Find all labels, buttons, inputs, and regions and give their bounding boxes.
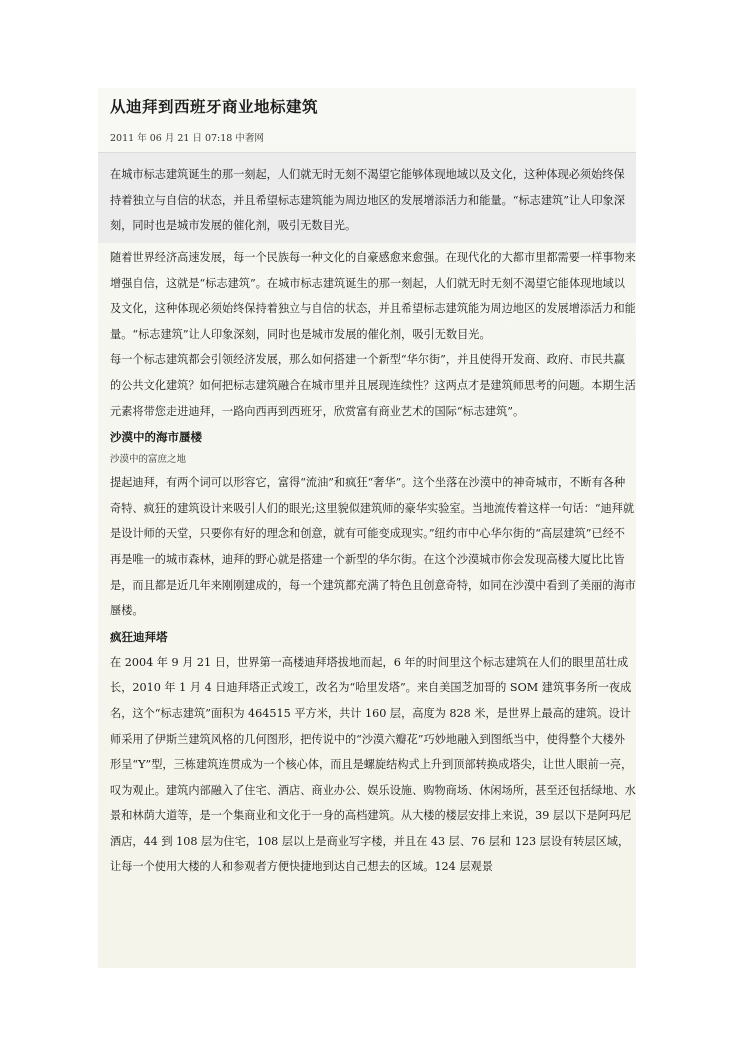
paragraph-dubai: 提起迪拜，有两个词可以形容它，富得“流油”和疯狂“奢华”。这个坐落在沙漠中的神奇城市，不断有各种奇特、疯狂的建筑设计来吸引人们的眼光;这里貌似建筑师的豪华实验室。当地流传着这样一句话：“迪拜就是设计师的天堂，只要你有好的理念和创意，就有可能变成现实。”纽约市中心华尔街的“高层建筑”已经不再是唯一的城市森林，迪拜的野心就是搭建一个新型的华尔街。在这个沙漠城市你会发现高楼大厦比比皆是，而且都是近几年来刚刚建成的，每一个建筑都充满了特色且创意奇特，如同在沙漠中看到了美丽的海市蜃楼。: [110, 476, 636, 618]
section-heading-desert: 沙漠中的海市蜃楼: [110, 430, 202, 445]
paragraph-question: 每一个标志建筑都会引领经济发展，那么如何搭建一个新型“华尔街”，并且使得开发商、政府、市民共赢的公共文化建筑？如何把标志建筑融合在城市里并且展现连续性？这两点才是建筑师思考的问题。本期生活元素将带您走进迪拜，一路向西再到西班牙，欣赏富有商业艺术的国际“标志建筑”。: [110, 353, 636, 418]
section-heading-tower: 疯狂迪拜塔: [110, 629, 168, 644]
article-summary: 在城市标志建筑诞生的那一刻起，人们就无时无刻不渴望它能够体现地域以及文化，这种体现必须始终保持着独立与自信的状态，并且希望标志建筑能为周边地区的发展增添活力和能量。“标志建筑”让人印象深刻，同时也是城市发展的催化剂，吸引无数目光。: [110, 168, 625, 232]
article-summary-box: [98, 152, 636, 243]
paragraph-intro: 随着世界经济高速发展，每一个民族每一种文化的自豪感愈来愈强。在现代化的大都市里都需要一样事物来增强自信，这就是“标志建筑”。在城市标志建筑诞生的那一刻起，人们就无时无刻不渴望它能体现地域以及文化，这种体现必须始终保持着独立与自信的状态，并且希望标志建筑能为周边地区的发展增添活力和能量。“标志建筑”让人印象深刻，同时也是城市发展的催化剂，吸引无数目光。: [110, 251, 636, 341]
article-header: [110, 96, 632, 146]
section-caption-desert: 沙漠中的富庶之地: [110, 454, 187, 466]
article-body: [110, 245, 636, 880]
paragraph-tower: 在 2004 年 9 月 21 日，世界第一高楼迪拜塔拔地而起，6 年的时间里这个标志建筑在人们的眼里茁壮成长，2010 年 1 月 4 日迪拜塔正式竣工，改名为“哈里发塔”。来自美国芝加哥的 SOM 建筑事务所一夜成名，这个“标志建筑”面积为 464515 平方米，共计 160 层，高度为 828 米，是世界上最高的建筑。设计师采用了伊斯兰建筑风格的几何图形，把传说中的“沙漠六瓣花”巧妙地融入到图纸当中，使得整个大楼外形呈“Y”型，三栋建筑连贯成为一个核心体，而且是螺旋结构式上升到顶部转换成塔尖，让世人眼前一亮，叹为观止。建筑内部融入了住宅、酒店、商业办公、娱乐设施、购物商场、休闲场所，甚至还包括绿地、水景和林荫大道等，是一个集商业和文化于一身的高档建筑。从大楼的楼层安排上来说，39 层以下是阿玛尼酒店，44 到 108 层为住宅，108 层以上是商业写字楼，并且在 43 层、76 层和 123 层设有转层区域，让每一个使用大楼的人和参观者方便快捷地到达自己想去的区域。124 层观景: [110, 655, 636, 874]
article-meta: 2011 年 06 月 21 日 07:18 中奢网: [110, 133, 264, 144]
article-title: 从迪拜到西班牙商业地标建筑: [110, 97, 319, 116]
